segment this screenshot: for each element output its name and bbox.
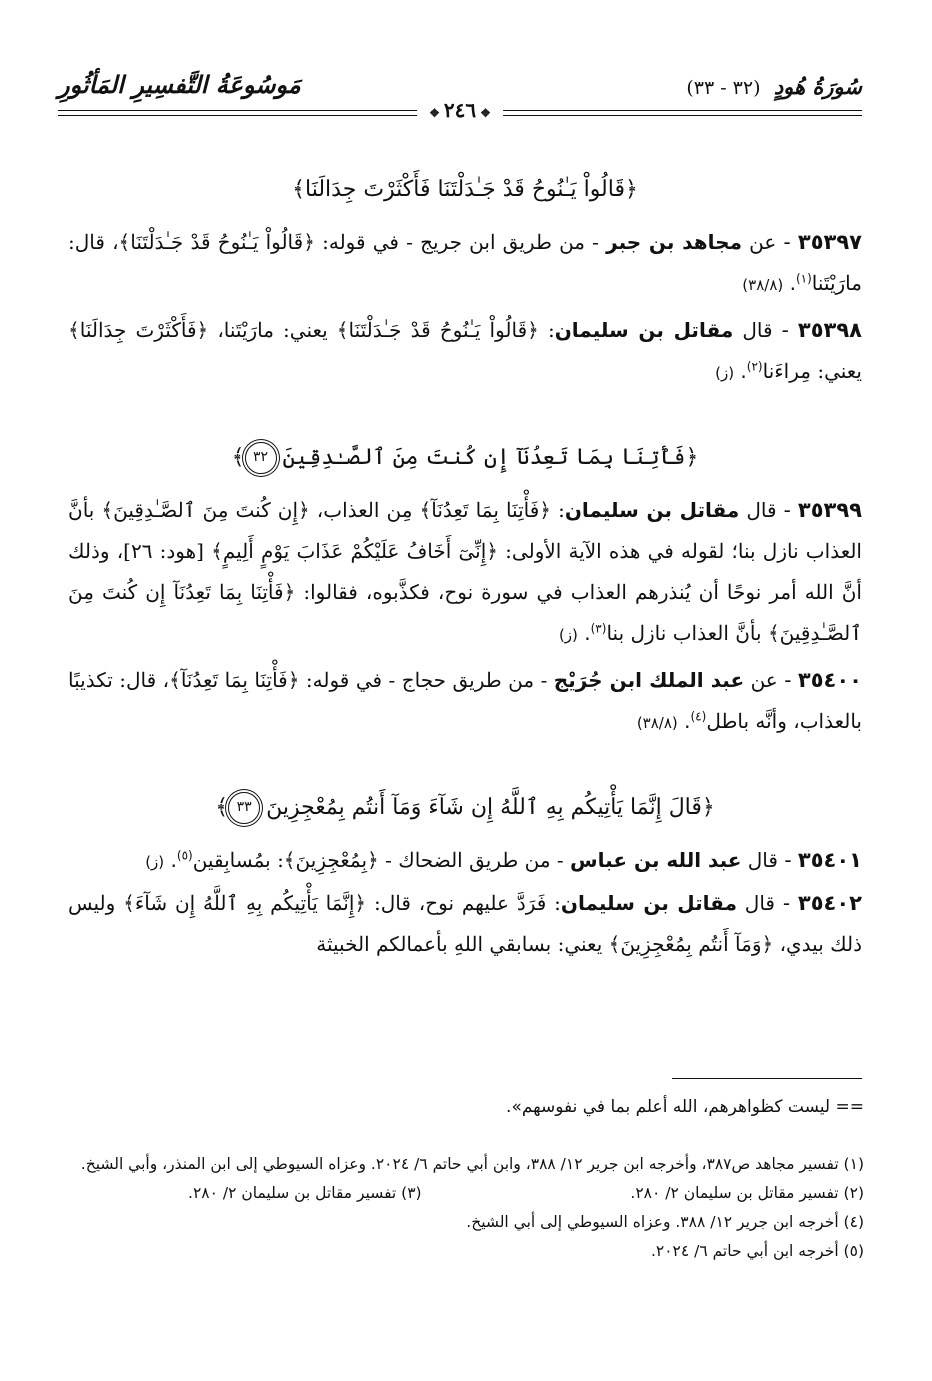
narrator-name: مقاتل بن سليمان	[554, 318, 734, 342]
narration-text: : ﴿قَالُواْ يَـٰنُوحُ قَدْ جَـٰدَلْتَنَا﴾ يعني: مارَيْتَنا، ﴿فَأَكْثَرْتَ جِدَالَنَا﴾ يعني: مِراءَنا	[68, 318, 862, 383]
ayah-number-badge: ٣٢	[245, 442, 277, 474]
ornament-icon: ❖	[480, 106, 491, 120]
open-bracket-icon: ﴿	[624, 177, 638, 202]
footnote-divider	[672, 1078, 862, 1079]
footnote-row	[68, 1179, 864, 1208]
page-number-box	[417, 98, 503, 122]
footnotes	[68, 1150, 864, 1266]
close-bracket-icon: ﴾	[231, 445, 245, 470]
footnote-3: (٣) تفسير مقاتل بن سليمان ٢/ ٢٨٠.	[188, 1184, 422, 1202]
verse-text: قَالَ إِنَّمَا يَأْتِيكُم بِهِ ٱللَّهُ إِن شَآءَ وَمَآ أَنتُم بِمُعْجِزِينَ	[266, 795, 702, 820]
footnote-marker[interactable]: (٢)	[746, 359, 763, 374]
narration-prefix: - قال	[739, 498, 798, 522]
narrator-name: عبد الملك ابن جُرَيْج	[553, 668, 745, 692]
source-reference: (٣٨/٨)	[742, 276, 784, 294]
footnote-marker[interactable]: (٣)	[590, 621, 607, 636]
narration-prefix: - قال	[733, 318, 798, 342]
narration-prefix: - عن	[744, 668, 798, 692]
narration-entry	[68, 840, 862, 883]
ayah-number-badge: ٣٣	[228, 792, 260, 824]
narration-prefix: - قال	[736, 891, 798, 915]
surah-header	[686, 74, 862, 99]
source-reference: (٣٨/٨)	[636, 714, 678, 732]
narration-text: : ﴿فَأْتِنَا بِمَا تَعِدُنَآ﴾ مِن العذاب، ﴿إِن كُنتَ مِنَ ٱلصَّـٰدِقِينَ﴾ بأنَّ العذاب نازل بنا؛ لقوله في هذه الآية الأولى: ﴿إِنِّىٓ أَخَافُ عَلَيْكُمْ عَذَابَ يَوْمٍ أَلِيمٍ﴾ [هود: ٢٦]، وذلك أنَّ الله أمر نوحًا أن يُنذرهم العذاب في سورة نوح، فكذَّبوه، فقالوا: ﴿فَأْتِنَا بِمَا تَعِدُنَآ إِن كُنتَ مِنَ ٱلصَّـٰدِقِينَ﴾ بأنَّ العذاب نازل بنا	[68, 498, 862, 645]
narration-entry	[68, 883, 862, 965]
footnote-marker[interactable]: (٥)	[176, 848, 193, 863]
footnote-2: (٢) تفسير مقاتل بن سليمان ٢/ ٢٨٠.	[630, 1184, 864, 1202]
narration-number: ٣٥٤٠٠	[797, 668, 862, 692]
open-bracket-icon: ﴿	[685, 445, 699, 470]
source-reference: (ز)	[145, 853, 165, 871]
quran-verse-heading	[68, 170, 862, 210]
narration-number: ٣٥٣٩٧	[797, 230, 862, 254]
close-bracket-icon: ﴾	[215, 795, 229, 820]
source-reference: (ز)	[715, 364, 735, 382]
narration-number: ٣٥٣٩٨	[797, 318, 862, 342]
narration-prefix: - عن	[741, 230, 798, 254]
footnote-4: (٤) أخرجه ابن جرير ١٢/ ٣٨٨. وعزاه السيوطي إلى أبي الشيخ.	[466, 1213, 864, 1231]
narration-tail: .	[783, 271, 796, 295]
narration-tail: .	[734, 359, 747, 383]
verse-text: فَأْتِنَا بِمَا تَعِدُنَآ إِن كُنتَ مِنَ ٱلصَّـٰدِقِينَ	[282, 445, 686, 470]
narrator-name: مقاتل بن سليمان	[564, 498, 740, 522]
open-bracket-icon: ﴿	[701, 795, 715, 820]
page-number: ٢٤٦	[443, 98, 477, 122]
ornament-icon: ❖	[429, 106, 440, 120]
narration-number: ٣٥٣٩٩	[797, 498, 862, 522]
verse-range: (٣٢ - ٣٣)	[686, 77, 761, 99]
narration-entry	[68, 490, 862, 656]
narration-text: - من طريق ابن جريج - في قوله: ﴿قَالُواْ يَـٰنُوحُ قَدْ جَـٰدَلْتَنَا﴾، قال: مارَيْتَنا	[68, 230, 862, 295]
narrator-name: عبد الله بن عباس	[570, 848, 742, 872]
verse-text: قَالُواْ يَـٰنُوحُ قَدْ جَـٰدَلْتَنَا فَأَكْثَرْتَ جِدَالَنَا	[305, 177, 625, 202]
quran-verse-heading	[68, 438, 862, 478]
narration-entry	[68, 660, 862, 744]
quran-verse-heading	[68, 788, 862, 828]
narration-tail: .	[677, 709, 691, 733]
narrator-name: مجاهد بن جبر	[606, 230, 742, 254]
narration-prefix: - قال	[741, 848, 798, 872]
narration-number: ٣٥٤٠١	[797, 848, 862, 872]
narration-text: - من طريق الضحاك - ﴿بِمُعْجِزِينَ﴾: بمُسابِقين	[192, 848, 571, 872]
book-title: مَوسُوعَةُ التَّفسِيرِ المَأثُورِ	[58, 70, 301, 99]
page-header	[58, 68, 862, 130]
page-body	[68, 170, 862, 965]
footnote-marker[interactable]: (٤)	[690, 709, 707, 724]
narration-text: - من طريق حجاج - في قوله: ﴿فَأْتِنَا بِمَا تَعِدُنَآ﴾، قال: تكذيبًا بالعذاب، وأنَّه باطل	[68, 668, 862, 733]
footnote-5: (٥) أخرجه ابن أبي حاتم ٦/ ٢٠٢٤.	[650, 1242, 864, 1260]
footnote-continuation: == ليست كظواهرهم، الله أعلم بما في نفوسهم».	[506, 1097, 864, 1117]
close-bracket-icon: ﴾	[292, 177, 306, 202]
narration-tail: .	[164, 848, 177, 872]
narration-text: : فَرَدَّ عليهم نوح، قال: ﴿إِنَّمَا يَأْتِيكُم بِهِ ٱللَّهُ إِن شَآءَ﴾ وليس ذلك بيدي، ﴿وَمَآ أَنتُم بِمُعْجِزِينَ﴾ يعني: بسابقي اللهِ بأعمالكم الخبيثة	[68, 891, 862, 956]
footnote-marker[interactable]: (١)	[795, 271, 812, 286]
narration-entry	[68, 310, 862, 394]
footnote-1: (١) تفسير مجاهد ص٣٨٧، وأخرجه ابن جرير ١٢/ ٣٨٨، وابن أبي حاتم ٦/ ٢٠٢٤. وعزاه السيوطي إلى ابن المنذر، وأبي الشيخ.	[80, 1155, 864, 1173]
narrator-name: مقاتل بن سليمان	[560, 891, 737, 915]
source-reference: (ز)	[558, 626, 578, 644]
narration-tail: .	[577, 621, 591, 645]
surah-title: سُورَةُ هُودٍ	[773, 74, 862, 99]
narration-entry	[68, 222, 862, 306]
narration-number: ٣٥٤٠٢	[797, 891, 862, 915]
